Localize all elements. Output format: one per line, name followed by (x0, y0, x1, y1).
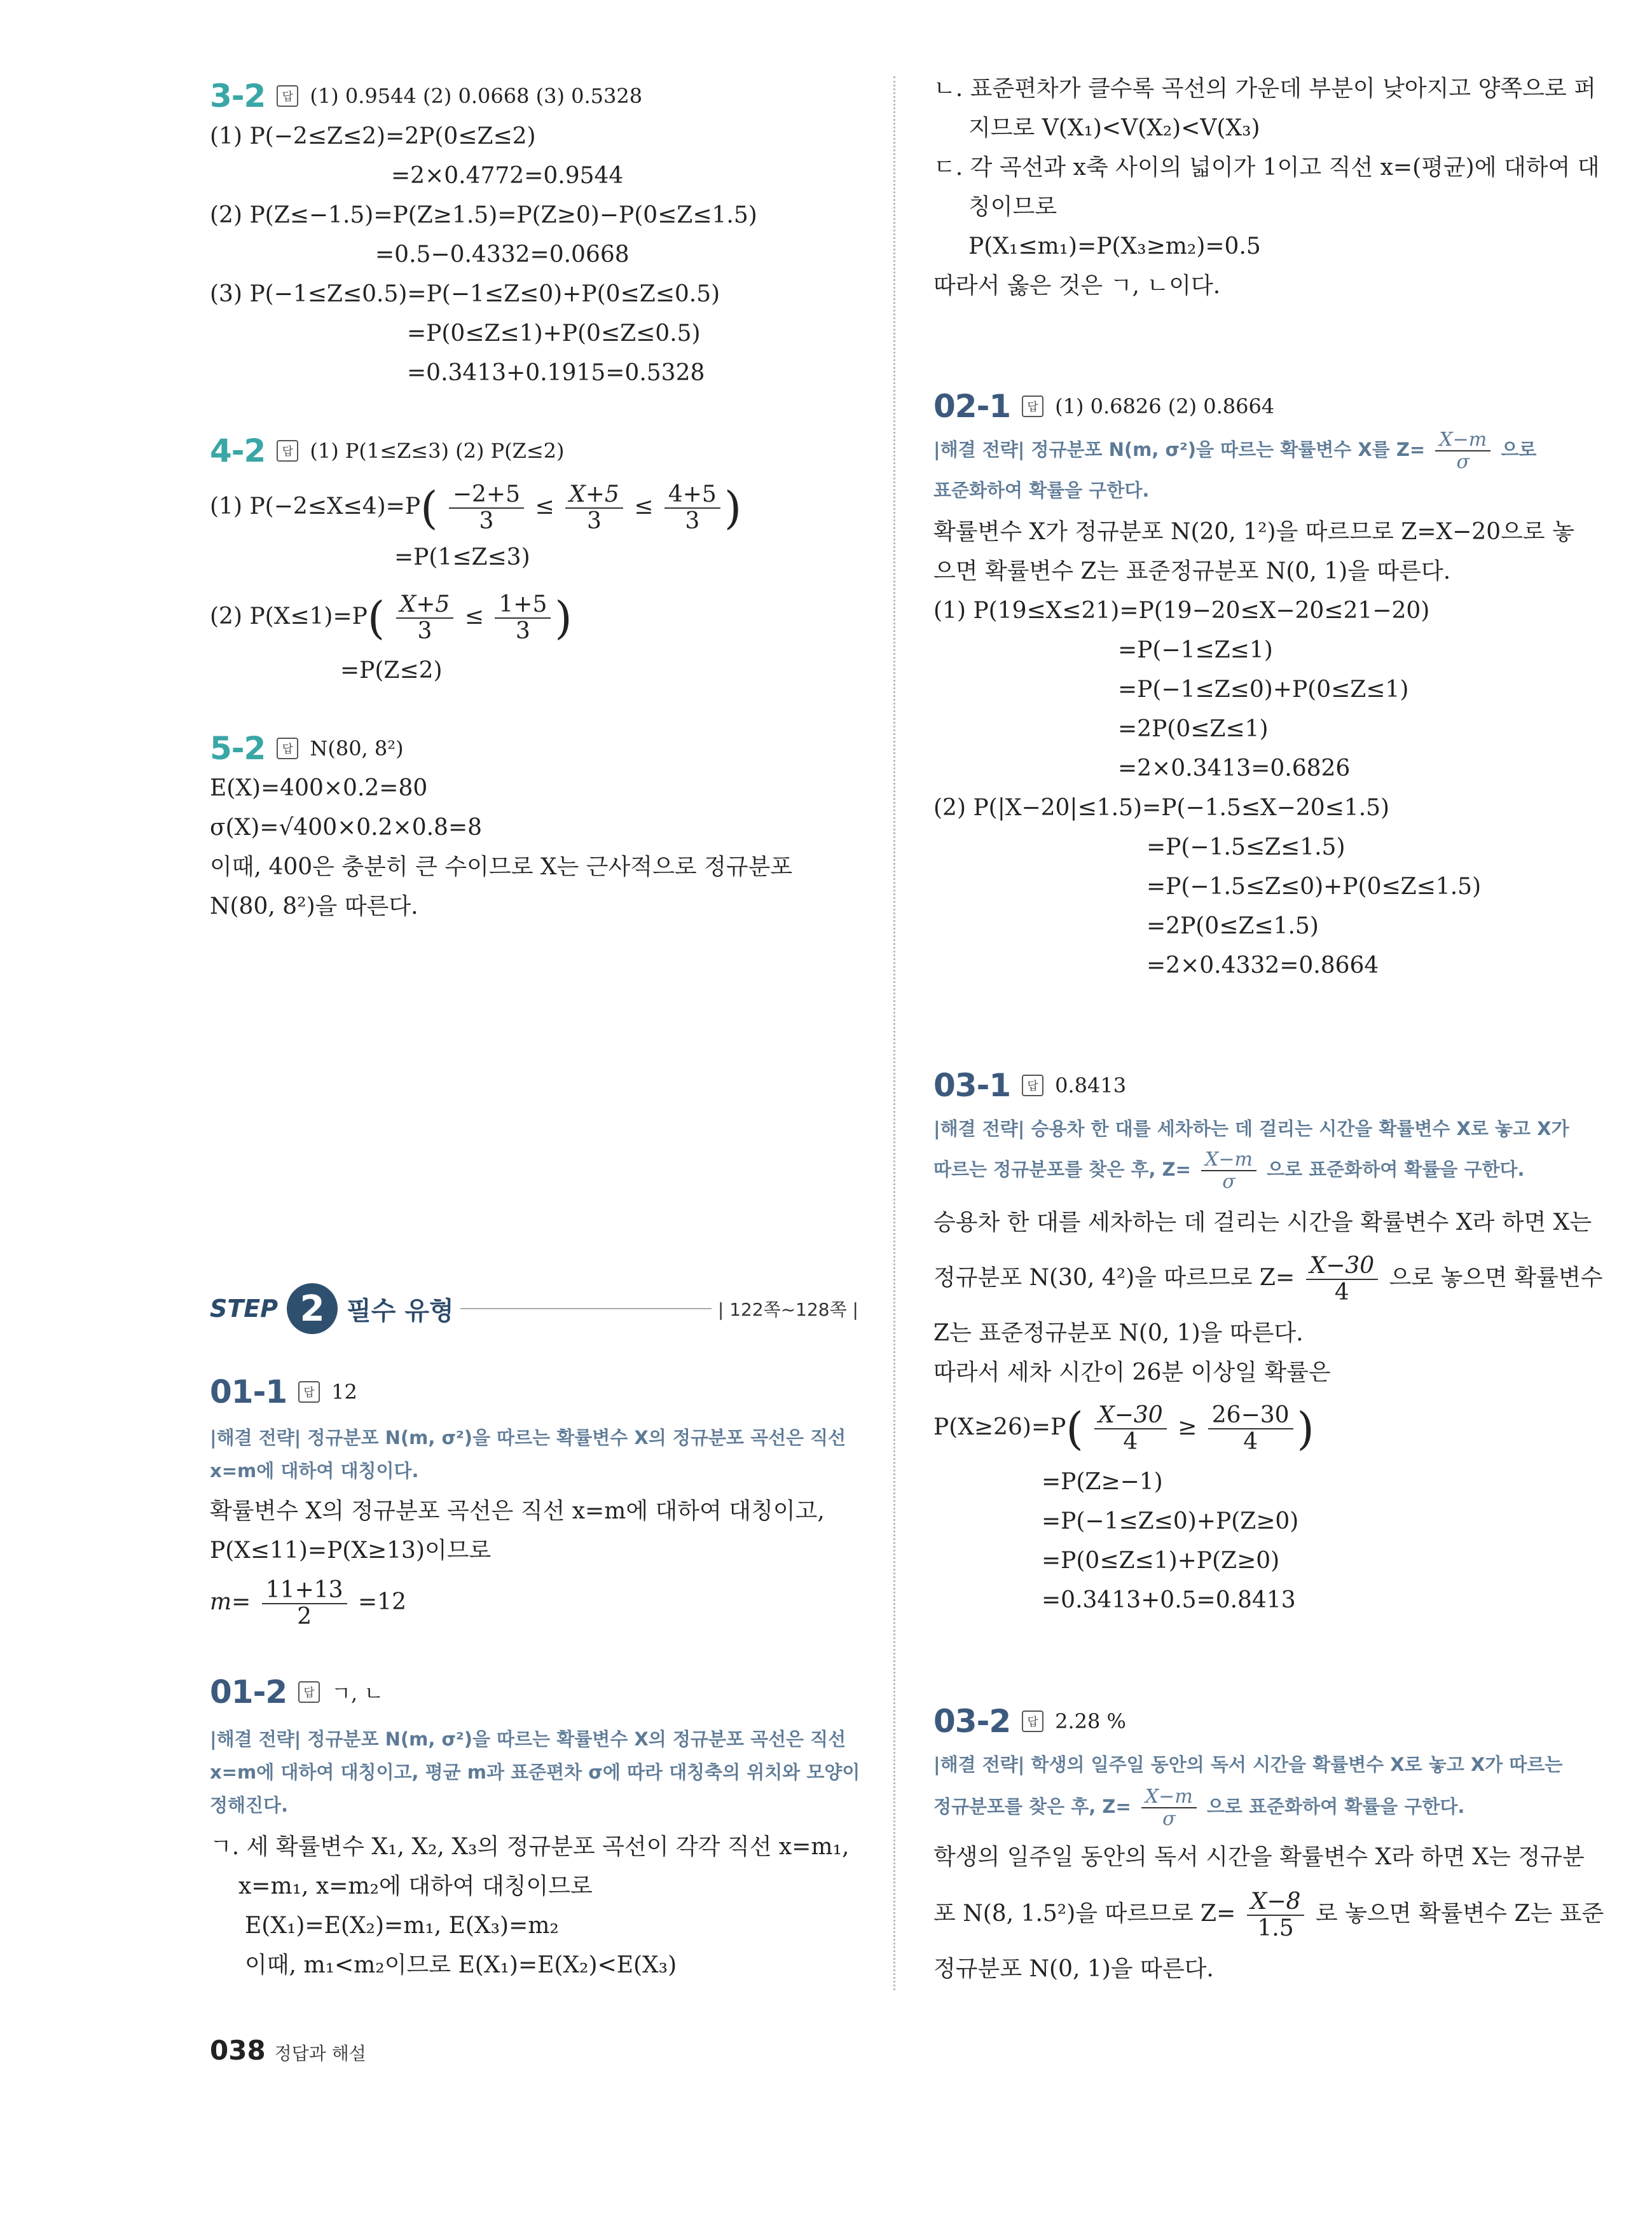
solution-line: =2×0.3413=0.6826 (1118, 755, 1351, 781)
fraction (664, 482, 720, 533)
paren-close: ) (554, 592, 572, 644)
paren-open: ( (420, 482, 438, 534)
denominator: 4 (1334, 1279, 1349, 1305)
solution-line: 승용차 한 대를 세차하는 데 걸리는 시간을 확률변수 X라 하면 X는 (933, 1209, 1592, 1235)
solution-line: =0.3413+0.1915=0.5328 (407, 360, 705, 386)
expr-prefix: P(X≥26)=P (933, 1414, 1066, 1440)
solution-line: =P(0≤Z≤1)+P(0≤Z≤0.5) (407, 320, 701, 347)
denominator: 2 (297, 1604, 312, 1630)
denominator: σ (1222, 1171, 1236, 1193)
solution-line: σ(X)=√400×0.2×0.8=8 (210, 815, 483, 841)
answer-text: 2.28 % (1055, 1709, 1126, 1733)
problem-03-2-header (933, 1703, 1126, 1740)
expr-prefix: 포 N(8, 1.5²)을 따르므로 Z= (933, 1901, 1236, 1927)
problem-5-2-header (210, 730, 404, 767)
strategy-line: |해결 전략| 학생의 일주일 동안의 독서 시간을 확률변수 X로 놓고 X가 따르는 (933, 1754, 1563, 1775)
solution-line: =P(Z≥−1) (1042, 1469, 1163, 1495)
answer-text: ㄱ, ㄴ (331, 1681, 384, 1705)
strategy-prefix: 정규분포를 찾은 후, Z= (933, 1796, 1131, 1817)
strategy-suffix: 으로 (1501, 439, 1537, 460)
denominator: 4 (1243, 1429, 1258, 1455)
page-number: 038 (210, 2035, 266, 2066)
step-divider (460, 1308, 712, 1309)
answer-icon: 답 (277, 440, 298, 462)
expr-prefix: 정규분포 N(30, 4²)을 따르므로 Z= (933, 1265, 1295, 1291)
fraction (262, 1578, 347, 1629)
expr-prefix: (1) P(−2≤X≤4)=P (210, 493, 421, 520)
step-title: 필수 유형 (347, 1296, 454, 1326)
fraction (565, 482, 623, 533)
strategy-suffix: 으로 표준화하여 확률을 구한다. (1206, 1796, 1465, 1817)
denominator: σ (1162, 1808, 1176, 1830)
answer-text: N(80, 8²) (310, 736, 404, 761)
answer-icon: 답 (1022, 1710, 1043, 1732)
strategy-line (933, 1784, 1464, 1829)
solution-line: P(X≤11)=P(X≥13)이므로 (210, 1538, 492, 1564)
answer-icon: 답 (298, 1681, 320, 1703)
solution-line: (2) P(Z≤−1.5)=P(Z≥1.5)=P(Z≥0)−P(0≤Z≤1.5) (210, 202, 757, 228)
fraction (1435, 429, 1490, 472)
solution-line: 이때, m₁<m₂이므로 E(X₁)=E(X₂)<E(X₃) (245, 1952, 677, 1978)
solution-line: =P(−1≤Z≤0)+P(Z≥0) (1042, 1508, 1299, 1534)
solution-line: 정규분포 N(0, 1)을 따른다. (933, 1956, 1214, 1982)
answer-text: (1) 0.6826 (2) 0.8664 (1055, 394, 1275, 418)
step-pages: | 122쪽~128쪽 | (717, 1299, 858, 1320)
solution-line: =2P(0≤Z≤1) (1118, 716, 1269, 742)
fraction (1201, 1149, 1256, 1192)
fraction (1306, 1253, 1379, 1305)
solution-line: 확률변수 X의 정규분포 곡선은 직선 x=m에 대하여 대칭이고, (210, 1498, 825, 1524)
solution-line: 지므로 V(X₁)<V(X₂)<V(X₃) (968, 115, 1260, 141)
answer-text: 12 (331, 1380, 357, 1404)
solution-line: =P(1≤Z≤3) (394, 544, 530, 570)
solution-line-fraction (933, 1889, 1604, 1941)
problem-number: 01-2 (210, 1674, 287, 1710)
solution-line: (1) P(−2≤Z≤2)=2P(0≤Z≤2) (210, 123, 536, 149)
problem-01-1-header (210, 1373, 357, 1410)
strategy-line (933, 1147, 1525, 1192)
expr-suffix: 으로 놓으면 확률변수 (1389, 1265, 1603, 1291)
answer-icon: 답 (1022, 396, 1043, 417)
solution-line: (1) P(19≤X≤21)=P(19−20≤X−20≤21−20) (933, 598, 1430, 624)
strategy-line (933, 427, 1536, 472)
strategy-line: |해결 전략| 승용차 한 대를 세차하는 데 걸리는 시간을 확률변수 X로 놓고 X가 (933, 1118, 1569, 1139)
numerator: X−m (1141, 1786, 1197, 1808)
solution-line-fraction (210, 1577, 406, 1630)
problem-01-2-header (210, 1674, 383, 1710)
expr-prefix: m= (210, 1589, 251, 1615)
denominator: 3 (685, 508, 700, 534)
solution-line: =2×0.4772=0.9544 (391, 163, 624, 189)
solution-line: =2P(0≤Z≤1.5) (1146, 913, 1319, 939)
step-number-badge: 2 (287, 1283, 338, 1334)
fraction (495, 592, 551, 644)
solution-line: E(X₁)=E(X₂)=m₁, E(X₃)=m₂ (245, 1913, 559, 1939)
strategy-prefix: |해결 전략| 정규분포 N(m, σ²)을 따르는 확률변수 X를 Z= (933, 439, 1426, 460)
problem-number: 03-2 (933, 1703, 1011, 1740)
page-footer (210, 2035, 366, 2066)
solution-line: =P(0≤Z≤1)+P(Z≥0) (1042, 1548, 1280, 1574)
solution-line: =0.5−0.4332=0.0668 (375, 242, 630, 268)
answer-icon: 답 (1022, 1075, 1043, 1096)
strategy-prefix: 따르는 정규분포를 찾은 후, Z= (933, 1159, 1191, 1180)
answer-text: (1) P(1≤Z≤3) (2) P(Z≤2) (310, 439, 565, 463)
numerator: 11+13 (262, 1578, 347, 1604)
solution-line: =P(Z≤2) (340, 657, 443, 684)
paren-open: ( (1066, 1403, 1084, 1455)
solution-line: (3) P(−1≤Z≤0.5)=P(−1≤Z≤0)+P(0≤Z≤0.5) (210, 281, 720, 307)
expr-suffix: =12 (358, 1589, 406, 1615)
problem-3-2-header (210, 78, 642, 114)
answer-icon: 답 (277, 738, 298, 759)
problem-number: 3-2 (210, 78, 266, 114)
column-divider (893, 76, 895, 1990)
solution-line: N(80, 8²)을 따른다. (210, 893, 418, 919)
numerator: 26−30 (1208, 1403, 1293, 1429)
problem-number: 4-2 (210, 432, 266, 469)
numerator: X+5 (396, 592, 454, 619)
solution-line: =P(−1.5≤Z≤1.5) (1146, 834, 1346, 860)
solution-line: 따라서 옳은 것은 ㄱ, ㄴ이다. (933, 273, 1221, 299)
solution-line: 확률변수 X가 정규분포 N(20, 1²)을 따르므로 Z=X−20으로 놓 (933, 519, 1574, 545)
numerator: −2+5 (449, 482, 524, 509)
problem-02-1-header (933, 388, 1274, 425)
numerator: X−m (1201, 1149, 1256, 1171)
step-label: STEP (210, 1295, 279, 1323)
solution-line: ㄴ. 표준편차가 클수록 곡선의 가운데 부분이 낮아지고 양쪽으로 퍼 (933, 76, 1596, 102)
solution-line-fraction (210, 478, 741, 535)
denominator: σ (1456, 451, 1470, 473)
fraction (1247, 1889, 1305, 1941)
answer-icon: 답 (298, 1381, 320, 1403)
strategy-line: |해결 전략| 정규분포 N(m, σ²)을 따르는 확률변수 X의 정규분포 곡선은 직선 (210, 1728, 846, 1750)
denominator: 3 (586, 508, 602, 534)
expr-prefix: (2) P(X≤1)=P (210, 603, 368, 630)
page-label: 정답과 해설 (274, 2043, 366, 2064)
denominator: 3 (479, 508, 494, 534)
problem-number: 5-2 (210, 730, 266, 767)
solution-line: 으면 확률변수 Z는 표준정규분포 N(0, 1)을 따른다. (933, 558, 1451, 584)
fraction (1208, 1403, 1293, 1454)
solution-line: =P(−1.5≤Z≤0)+P(0≤Z≤1.5) (1146, 874, 1482, 900)
problem-4-2-header (210, 432, 565, 469)
strategy-line: 표준화하여 확률을 구한다. (933, 479, 1150, 501)
denominator: 3 (417, 618, 432, 644)
fraction (449, 482, 524, 533)
solution-line: Z는 표준정규분포 N(0, 1)을 따른다. (933, 1320, 1304, 1346)
numerator: X−8 (1247, 1889, 1305, 1916)
solution-line: x=m₁, x=m₂에 대하여 대칭이므로 (238, 1873, 593, 1899)
fraction (1141, 1786, 1197, 1829)
expr-suffix: 로 놓으면 확률변수 Z는 표준 (1315, 1901, 1604, 1927)
problem-number: 03-1 (933, 1067, 1011, 1104)
fraction (1094, 1403, 1167, 1454)
solution-line: 이때, 400은 충분히 큰 수이므로 X는 근사적으로 정규분포 (210, 854, 793, 880)
answer-text: (1) 0.9544 (2) 0.0668 (3) 0.5328 (310, 84, 643, 108)
paren-close: ) (1297, 1403, 1314, 1455)
denominator: 1.5 (1257, 1915, 1294, 1941)
solution-line-fraction (933, 1253, 1603, 1305)
numerator: X−m (1435, 429, 1490, 451)
leq-symbol: ≤ (634, 493, 654, 520)
step-banner (210, 1283, 858, 1334)
solution-line: =2×0.4332=0.8664 (1146, 953, 1379, 979)
strategy-line: x=m에 대하여 대칭이고, 평균 m과 표준편차 σ에 따라 대칭축의 위치와 모양이 (210, 1761, 860, 1783)
answer-text: 0.8413 (1055, 1073, 1127, 1098)
denominator: 3 (515, 618, 530, 644)
solution-line: (2) P(|X−20|≤1.5)=P(−1.5≤X−20≤1.5) (933, 795, 1390, 821)
strategy-line: |해결 전략| 정규분포 N(m, σ²)을 따르는 확률변수 X의 정규분포 곡선은 직선 (210, 1427, 846, 1449)
problem-03-1-header (933, 1067, 1126, 1104)
solution-line: 칭이므로 (968, 194, 1057, 220)
paren-open: ( (367, 592, 385, 644)
paren-close: ) (724, 482, 742, 534)
solution-line: E(X)=400×0.2=80 (210, 775, 428, 801)
solution-line: =P(−1≤Z≤1) (1118, 637, 1273, 663)
numerator: 4+5 (664, 482, 720, 509)
strategy-line: x=m에 대하여 대칭이다. (210, 1460, 419, 1482)
solution-line-fraction (210, 588, 572, 645)
denominator: 4 (1123, 1429, 1138, 1455)
solution-line: ㄷ. 각 곡선과 x축 사이의 넓이가 1이고 직선 x=(평균)에 대하여 대 (933, 155, 1600, 181)
problem-number: 01-1 (210, 1373, 287, 1410)
strategy-suffix: 으로 표준화하여 확률을 구한다. (1267, 1159, 1525, 1180)
solution-line: P(X₁≤m₁)=P(X₃≥m₂)=0.5 (968, 233, 1261, 259)
numerator: X−30 (1094, 1403, 1167, 1429)
leq-symbol: ≤ (464, 603, 484, 630)
fraction (396, 592, 454, 644)
numerator: 1+5 (495, 592, 551, 619)
numerator: X−30 (1306, 1253, 1379, 1280)
solution-line: =0.3413+0.5=0.8413 (1042, 1587, 1296, 1613)
leq-symbol: ≤ (535, 493, 554, 520)
answer-icon: 답 (277, 85, 298, 107)
solution-line: 학생의 일주일 동안의 독서 시간을 확률변수 X라 하면 X는 정규분 (933, 1844, 1585, 1870)
solution-line: =P(−1≤Z≤0)+P(0≤Z≤1) (1118, 677, 1409, 703)
strategy-line: 정해진다. (210, 1794, 289, 1816)
problem-number: 02-1 (933, 388, 1011, 425)
solution-line: ㄱ. 세 확률변수 X₁, X₂, X₃의 정규분포 곡선이 각각 직선 x=m₁, (210, 1834, 850, 1860)
solution-line: 따라서 세차 시간이 26분 이상일 확률은 (933, 1359, 1331, 1386)
geq-symbol: ≥ (1178, 1414, 1197, 1440)
solution-line-fraction (933, 1399, 1314, 1456)
numerator: X+5 (565, 482, 623, 509)
